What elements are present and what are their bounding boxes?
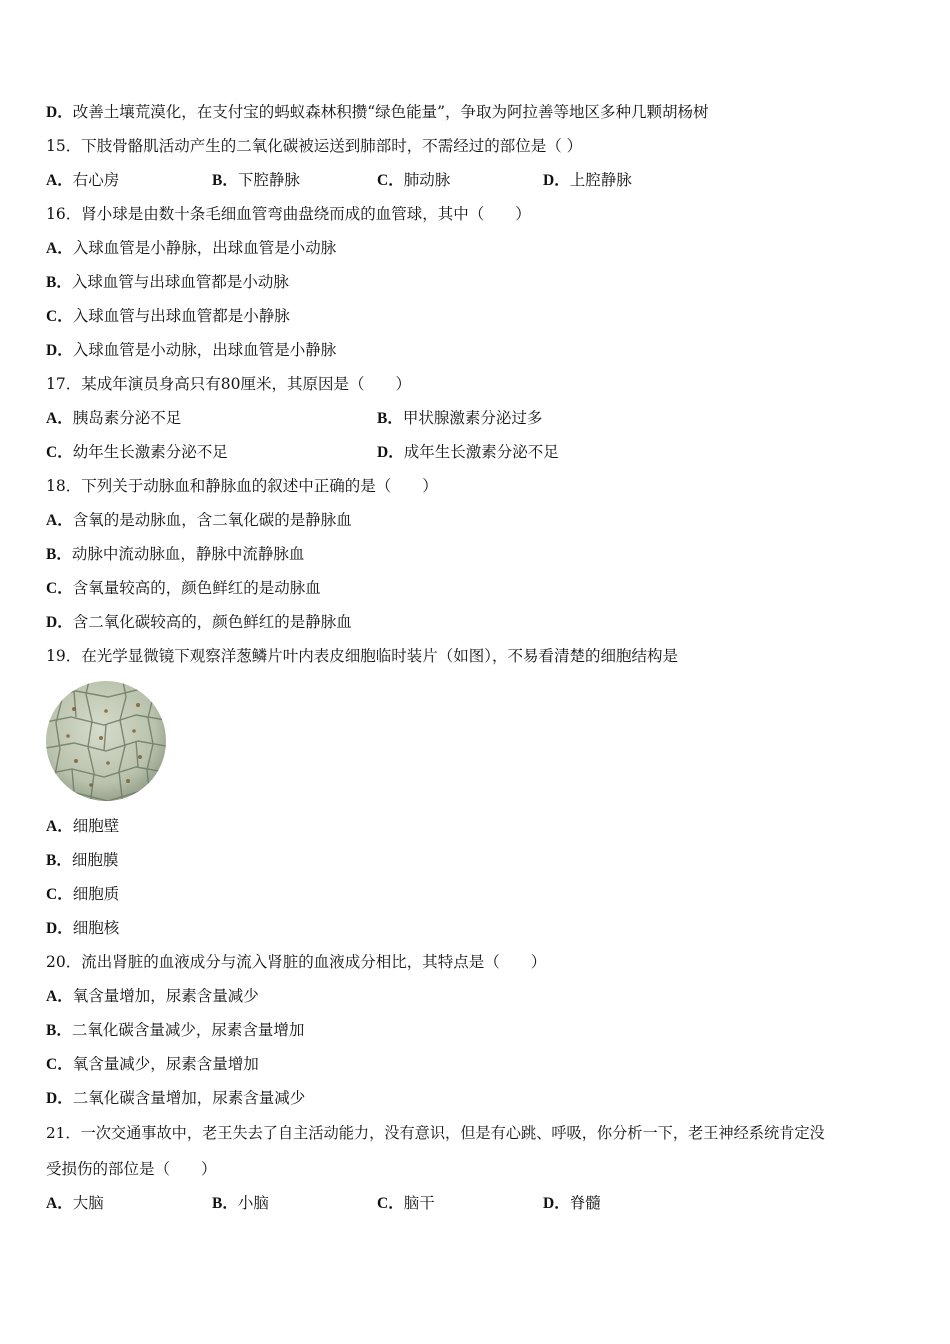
onion-epidermis-micrograph — [46, 681, 166, 801]
q16-option-a: A．入球血管是小静脉，出球血管是小动脉 — [46, 239, 337, 257]
q21-stem-line1: 21．一次交通事故中，老王失去了自主活动能力，没有意识，但是有心跳、呼吸，你分析一下，老王神经系统肯定没 — [46, 1124, 825, 1142]
q15-option-d: D．上腔静脉 — [543, 171, 632, 189]
q18-option-c: C．含氧量较高的，颜色鲜红的是动脉血 — [46, 579, 321, 597]
q19-option-c: C．细胞质 — [46, 885, 120, 903]
q16-option-b: B．入球血管与出球血管都是小动脉 — [46, 273, 289, 291]
q15-stem: 15．下肢骨骼肌活动产生的二氧化碳被运送到肺部时，不需经过的部位是（ ） — [46, 137, 583, 155]
q20-stem: 20．流出肾脏的血液成分与流入肾脏的血液成分相比，其特点是（ ） — [46, 953, 547, 971]
q19-option-d: D．细胞核 — [46, 919, 120, 937]
q18-option-b: B．动脉中流动脉血，静脉中流静脉血 — [46, 545, 305, 563]
q21-option-c: C．脑干 — [377, 1194, 435, 1212]
q21-option-b: B．小脑 — [212, 1194, 269, 1212]
q16-option-c: C．入球血管与出球血管都是小静脉 — [46, 307, 290, 325]
q15-option-a: A．右心房 — [46, 171, 120, 189]
q14-option-d: D．改善土壤荒漠化，在支付宝的蚂蚁森林积攒“绿色能量”，争取为阿拉善等地区多种几颗胡杨树 — [46, 103, 709, 121]
q21-stem-line2: 受损伤的部位是（ ） — [46, 1160, 217, 1178]
q21-option-d: D．脊髓 — [543, 1194, 601, 1212]
q19-option-b: B．细胞膜 — [46, 851, 119, 869]
q20-option-b: B．二氧化碳含量减少，尿素含量增加 — [46, 1021, 305, 1039]
q17-option-c: C．幼年生长激素分泌不足 — [46, 443, 228, 461]
q18-option-d: D．含二氧化碳较高的，颜色鲜红的是静脉血 — [46, 613, 352, 631]
q15-option-b: B．下腔静脉 — [212, 171, 300, 189]
q17-option-b: B．甲状腺激素分泌过多 — [377, 409, 543, 427]
q19-stem: 19．在光学显微镜下观察洋葱鳞片叶内表皮细胞临时装片（如图），不易看清楚的细胞结构是 — [46, 647, 678, 665]
q20-option-c: C．氧含量减少，尿素含量增加 — [46, 1055, 259, 1073]
q17-stem: 17．某成年演员身高只有80厘米，其原因是（ ） — [46, 375, 411, 393]
q17-option-a: A．胰岛素分泌不足 — [46, 409, 182, 427]
q20-option-a: A．氧含量增加，尿素含量减少 — [46, 987, 259, 1005]
q20-option-d: D．二氧化碳含量增加，尿素含量减少 — [46, 1089, 306, 1107]
q17-option-d: D．成年生长激素分泌不足 — [377, 443, 559, 461]
q16-option-d: D．入球血管是小动脉，出球血管是小静脉 — [46, 341, 337, 359]
q15-option-c: C．肺动脉 — [377, 171, 451, 189]
q21-option-a: A．大脑 — [46, 1194, 104, 1212]
q16-stem: 16．肾小球是由数十条毛细血管弯曲盘绕而成的血管球，其中（ ） — [46, 205, 531, 223]
q19-option-a: A．细胞壁 — [46, 817, 120, 835]
q18-stem: 18．下列关于动脉血和静脉血的叙述中正确的是（ ） — [46, 477, 438, 495]
q18-option-a: A．含氧的是动脉血，含二氧化碳的是静脉血 — [46, 511, 352, 529]
